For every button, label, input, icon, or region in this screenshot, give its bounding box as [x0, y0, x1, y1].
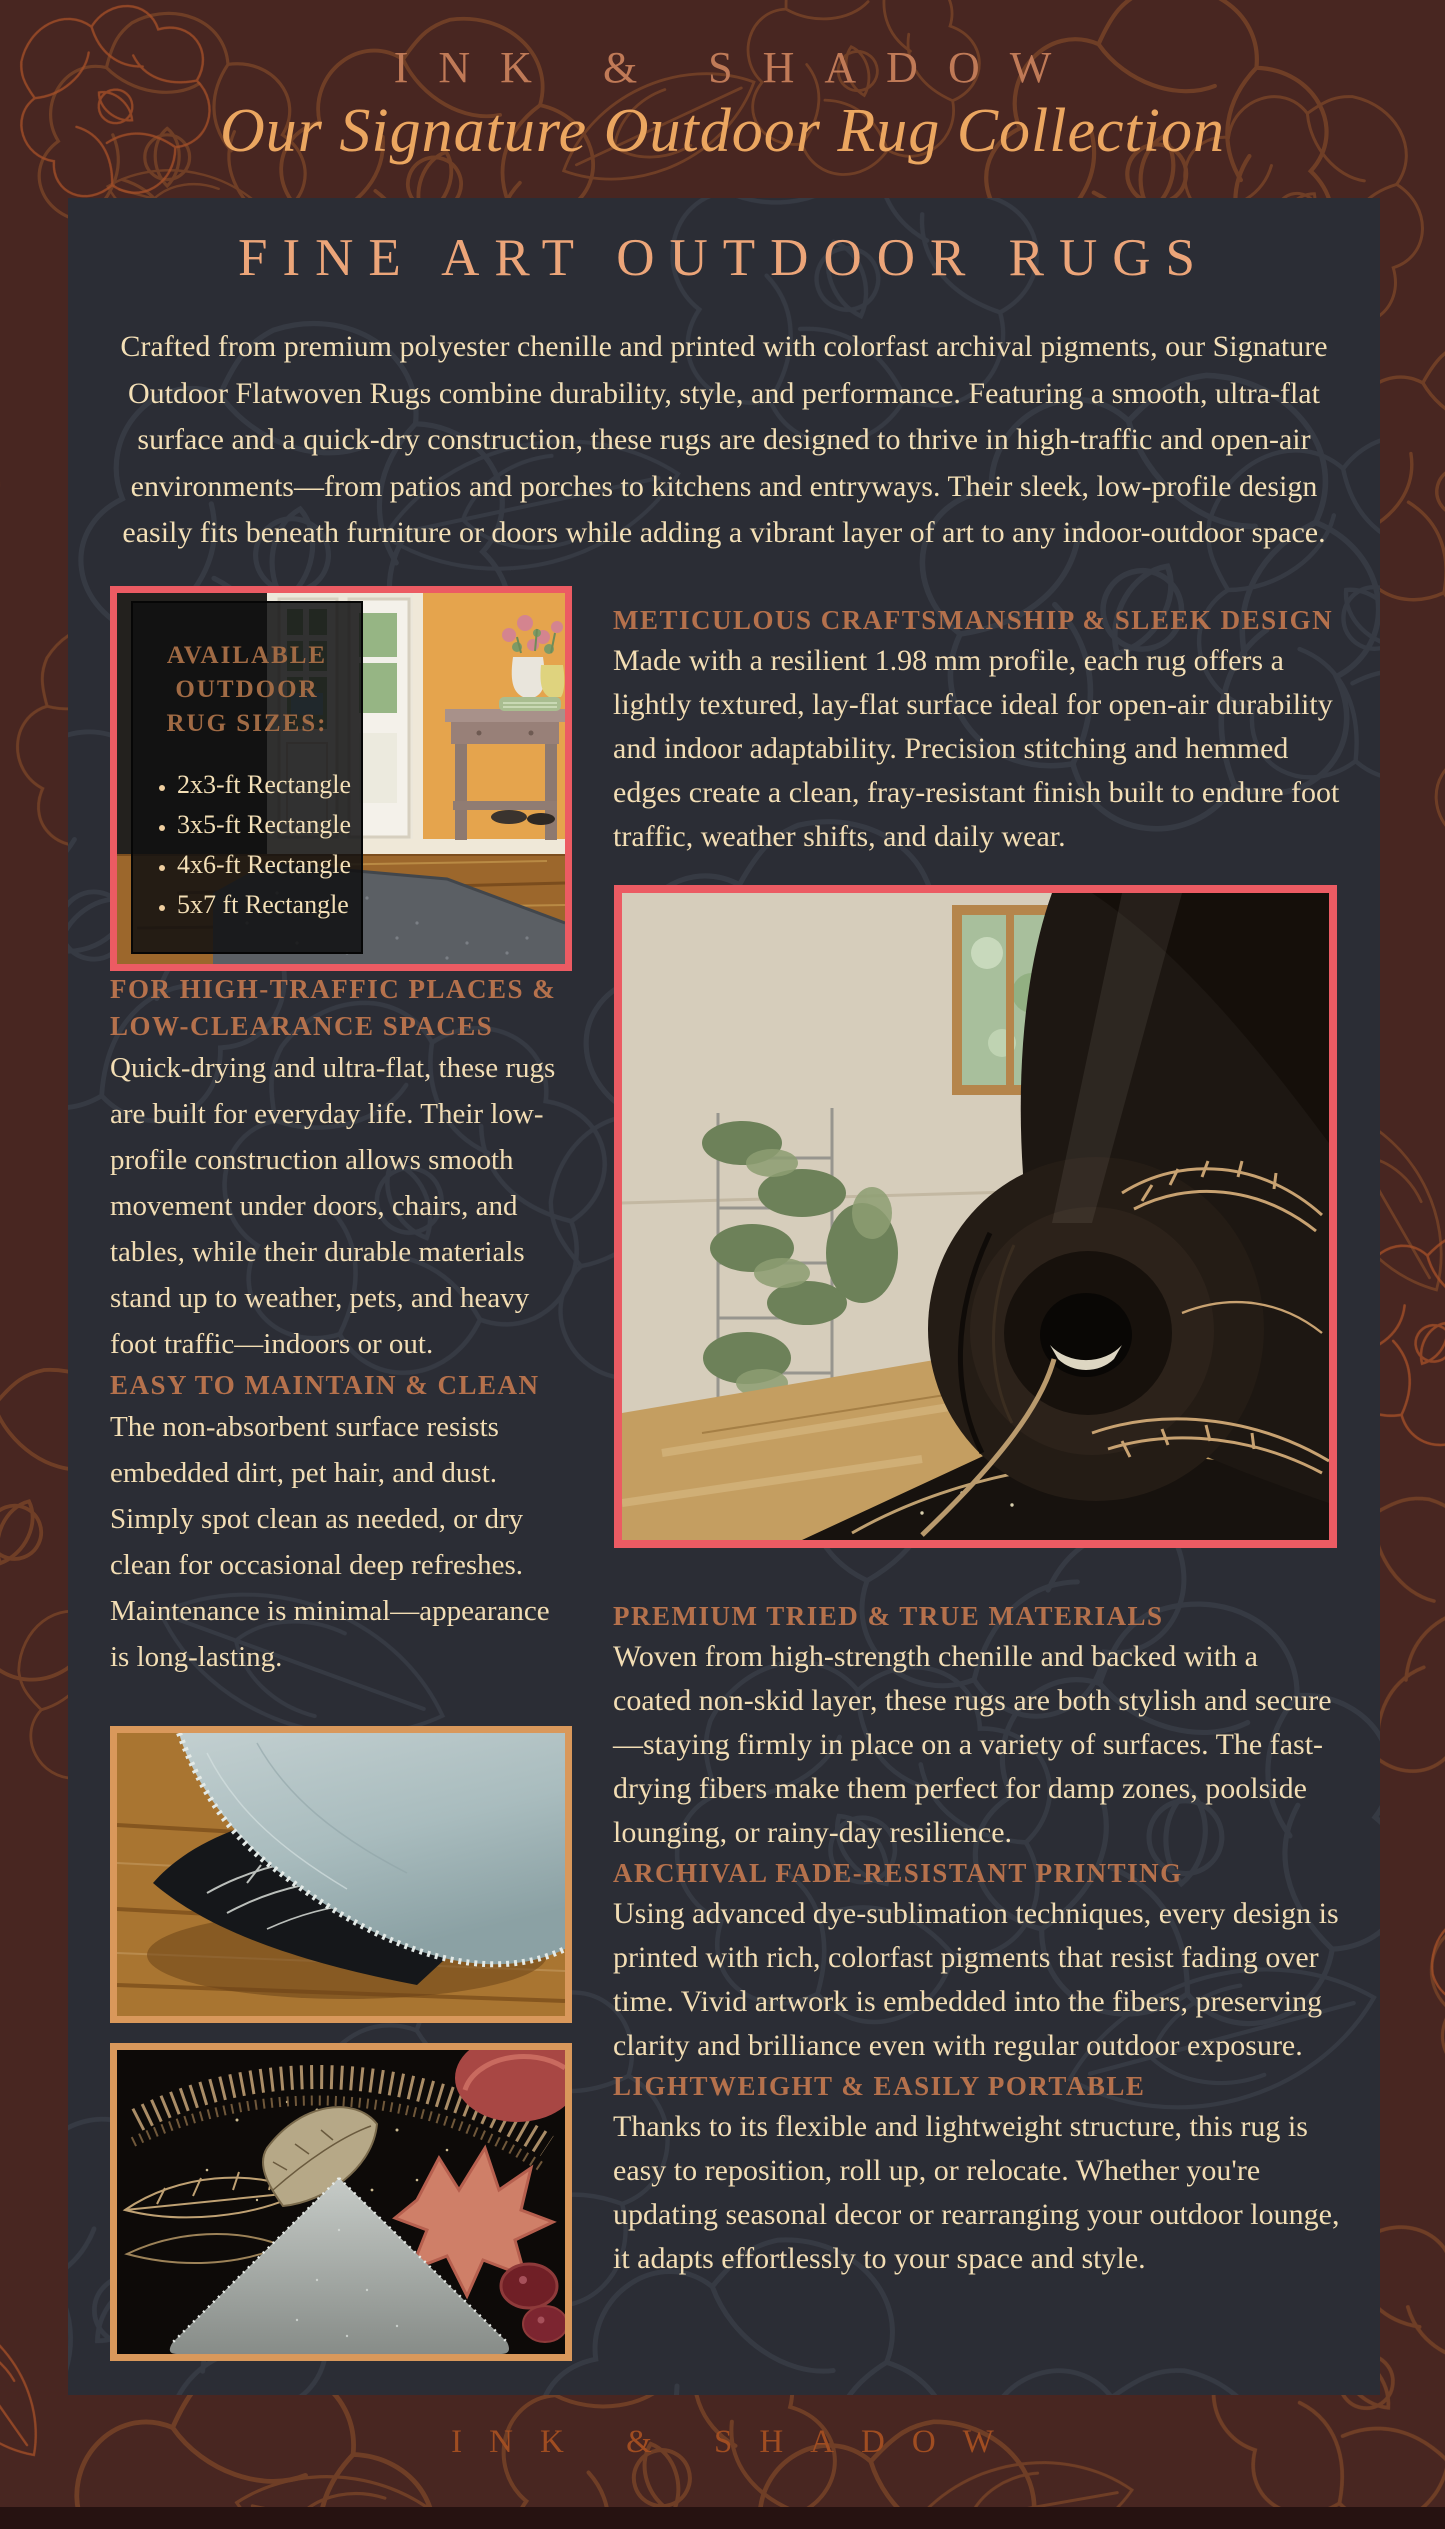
bottom-edge-strip [0, 2507, 1445, 2529]
collection-subtitle: Our Signature Outdoor Rug Collection [220, 97, 1225, 165]
right-column-top [613, 602, 1343, 859]
sizes-card [110, 586, 572, 971]
heading-high-traffic: FOR HIGH-TRAFFIC PLACES & LOW-CLEARANCE SPACES [110, 974, 557, 1041]
sizes-title: AVAILABLE OUTDOOR RUG SIZES: [166, 642, 328, 737]
size-item: • 4x6-ft Rectangle [177, 845, 361, 885]
body-portable: Thanks to its flexible and lightweight structure, this rug is easy to reposition, roll up, or relocate. Whether you're updating seasonal decor or rearranging your outdoor lounge, it adapts effortlessly to your space and style. [613, 2110, 1340, 2275]
heading-printing: ARCHIVAL FADE-RESISTANT PRINTING [613, 1858, 1183, 1888]
heading-portable: LIGHTWEIGHT & EASILY PORTABLE [613, 2071, 1146, 2101]
rug-corner-flip-photo [110, 2043, 572, 2361]
rolled-rug-photo [614, 885, 1337, 1548]
size-item: • 5x7 ft Rectangle [177, 885, 361, 925]
intro-paragraph: Crafted from premium polyester chenille and printed with colorfast archival pigments, our Signature Outdoor Flatwoven Rugs combine durability, style, and performance. Featuring a smooth, ultra-flat surface and a quick-dry construction, these rugs are designed to thrive in high-traffic and open-air environments—from patios and porches to kitchens and entryways. Their sleek, low-profile design easily fits beneath furniture or doors while adding a vibrant layer of art to any indoor-outdoor space. [120, 330, 1328, 549]
sizes-overlay [131, 601, 363, 954]
body-craftsmanship: Made with a resilient 1.98 mm profile, each rug offers a lightly textured, lay-flat surface ideal for open-air durability and indoor adaptability. Precision stitching and hemmed edges create a clean, fray-resistant finish built to endure foot traffic, weather shifts, and daily wear. [613, 644, 1340, 853]
left-column [110, 586, 574, 1680]
sizes-list [133, 765, 361, 925]
size-item: • 2x3-ft Rectangle [177, 765, 361, 805]
body-high-traffic: Quick-drying and ultra-flat, these rugs are built for everyday life. Their low-profile construction allows smooth movement under doors, chairs, and tables, while their durable materials stand up to weather, pets, and heavy foot traffic—indoors or out. [110, 1052, 556, 1360]
heading-maintain: EASY TO MAINTAIN & CLEAN [110, 1370, 540, 1400]
heading-materials: PREMIUM TRIED & TRUE MATERIALS [613, 1601, 1164, 1631]
page-title: FINE ART OUTDOOR RUGS [238, 229, 1210, 287]
folded-rug-backing-photo [110, 1726, 572, 2023]
body-maintain: The non-absorbent surface resists embedded dirt, pet hair, and dust. Simply spot clean as needed, or dry clean for occasional deep refreshes. Maintenance is minimal—appearance is long-lasting. [110, 1411, 550, 1673]
body-materials: Woven from high-strength chenille and backed with a coated non-skid layer, these rugs are both stylish and secure—staying firmly in place on a variety of surfaces. The fast-drying fibers make them perfect for damp zones, poolside lounging, or rainy-day resilience. [613, 1640, 1332, 1849]
brand-wordmark-bottom: INK & SHADOW [451, 2424, 1021, 2460]
size-item: • 3x5-ft Rectangle [177, 805, 361, 845]
content-panel [68, 198, 1380, 2395]
heading-craftsmanship: METICULOUS CRAFTSMANSHIP & SLEEK DESIGN [613, 605, 1334, 635]
right-column-bottom [613, 1598, 1343, 2281]
brand-wordmark-top: INK & SHADOW [393, 43, 1082, 92]
body-printing: Using advanced dye-sublimation techniques, every design is printed with rich, colorfast pigments that resist fading over time. Vivid artwork is embedded into the fibers, preserving clarity and brilliance even with regular outdoor exposure. [613, 1897, 1339, 2062]
